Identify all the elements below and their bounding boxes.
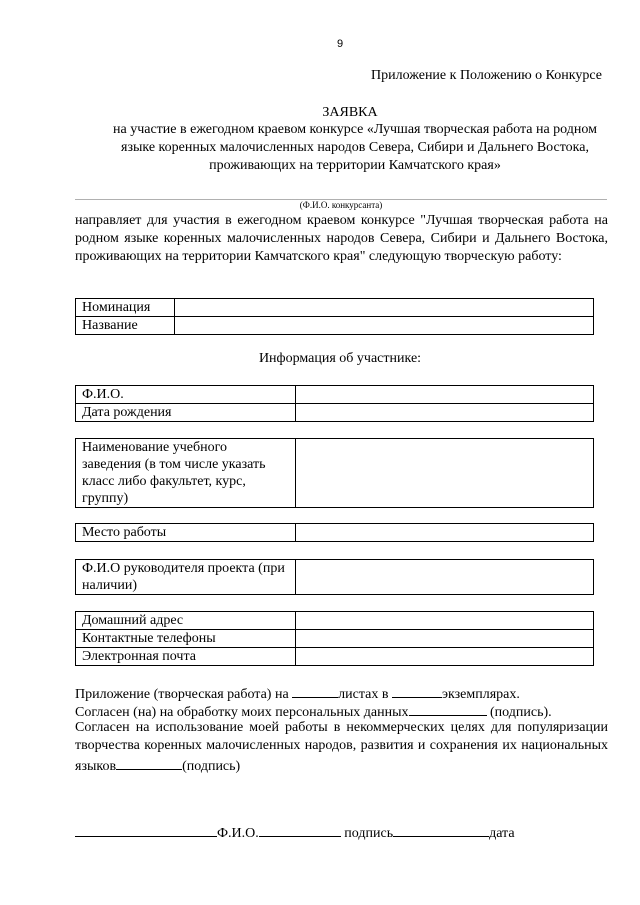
fio-signature-label: Ф.И.О. xyxy=(217,826,259,841)
date-blank[interactable] xyxy=(75,822,217,837)
work-table xyxy=(75,298,594,335)
sheets-blank[interactable] xyxy=(292,683,338,698)
attach-text: экземплярах. xyxy=(441,687,520,702)
supervisor-label: Ф.И.О руководителя проекта (при наличии) xyxy=(76,560,296,595)
consent-text: (подпись) xyxy=(182,759,241,774)
copies-blank[interactable] xyxy=(392,683,442,698)
title-label: Название xyxy=(76,317,175,335)
info-table-contacts xyxy=(75,611,594,666)
consent-text: Согласен (на) на обработку моих персональных данных xyxy=(75,705,409,720)
info-table-supervisor xyxy=(75,559,594,595)
phone-label: Контактные телефоны xyxy=(76,630,296,648)
usage-signature-blank[interactable] xyxy=(116,755,182,770)
address-label: Домашний адрес xyxy=(76,612,296,630)
sign-blank[interactable] xyxy=(393,822,489,837)
birthdate-label: Дата рождения xyxy=(76,404,296,422)
email-label: Электронная почта xyxy=(76,648,296,666)
attach-text: листах в xyxy=(338,687,392,702)
supervisor-field[interactable] xyxy=(296,560,594,595)
info-table-school xyxy=(75,438,594,508)
school-field[interactable] xyxy=(296,439,594,508)
subtitle-line: на участие в ежегодном краевом конкурсе «Лучшая творческая работа на родном xyxy=(113,122,597,137)
form-subtitle xyxy=(70,121,640,175)
title-field[interactable] xyxy=(175,317,594,335)
consent-usage xyxy=(75,719,608,776)
intro-paragraph: направляет для участия в ежегодном краевом конкурсе "Лучшая творческая работа на родном языке коренных малочисленных народов Севера, Сибири и Дальнего Востока, проживающих на территории Камчатского края" следующую творческую работу: xyxy=(75,213,608,264)
form-title: ЗАЯВКА xyxy=(322,105,378,120)
workplace-label: Место работы xyxy=(76,524,296,542)
participant-name-caption: (Ф.И.О. конкурсанта) xyxy=(299,200,383,210)
subtitle-line: проживающих на территории Камчатского края» xyxy=(209,158,501,173)
consent-signature-blank[interactable] xyxy=(409,701,487,716)
signature-line xyxy=(75,822,515,842)
info-table-work xyxy=(75,523,594,542)
nomination-label: Номинация xyxy=(76,299,175,317)
email-field[interactable] xyxy=(296,648,594,666)
phone-field[interactable] xyxy=(296,630,594,648)
sign-label: подпись xyxy=(340,826,394,841)
nomination-field[interactable] xyxy=(175,299,594,317)
consent-text: (подпись). xyxy=(490,705,552,720)
participant-info-heading: Информация об участнике: xyxy=(258,351,422,366)
attach-text: Приложение (творческая работа) на xyxy=(75,687,293,702)
fio-field[interactable] xyxy=(296,386,594,404)
fio-signature-blank[interactable] xyxy=(259,822,341,837)
subtitle-line: языке коренных малочисленных народов Севера, Сибири и Дальнего Востока, xyxy=(121,140,589,155)
workplace-field[interactable] xyxy=(296,524,594,542)
consent-text: Согласен на использование моей работы в некоммерческих целях для популяризации творчества коренных малочисленных народов, развития и сохранения их национальных языков xyxy=(75,720,608,774)
birthdate-field[interactable] xyxy=(296,404,594,422)
annex-heading: Приложение к Положению о Конкурсе xyxy=(371,68,602,83)
date-label: дата xyxy=(489,826,515,841)
page-number: 9 xyxy=(336,38,344,50)
address-field[interactable] xyxy=(296,612,594,630)
school-label: Наименование учебного заведения (в том числе указать класс либо факультет, курс, группу) xyxy=(76,439,296,508)
info-table-name xyxy=(75,385,594,422)
fio-label: Ф.И.О. xyxy=(76,386,296,404)
